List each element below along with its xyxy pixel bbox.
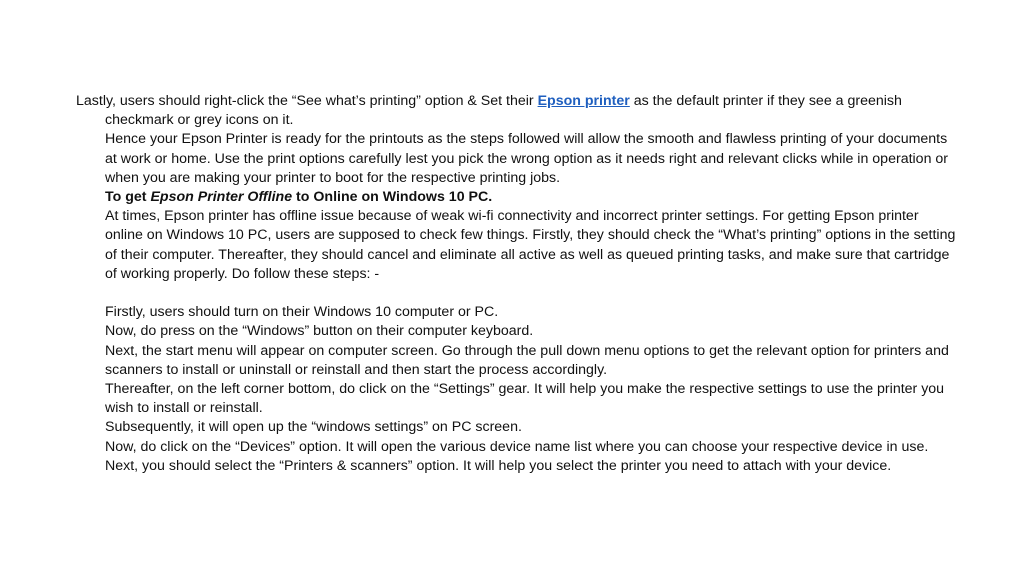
- intro-paragraph: [76, 92, 956, 130]
- step-item: Next, you should select the “Printers & scanners” option. It will help you select the printer you need to attach with your device.: [105, 457, 892, 474]
- step-item: Thereafter, on the left corner bottom, do click on the “Settings” gear. It will help you make the respective settings to use the printer you wish to install or reinstall.: [105, 381, 945, 417]
- heading-emphasis: Epson Printer Offline: [150, 189, 293, 206]
- step-item: Next, the start menu will appear on computer screen. Go through the pull down menu options to get the relevant option for printers and scanners to install or uninstall or reinstall and then start the process accordingly.: [105, 342, 949, 378]
- section-heading: [76, 188, 956, 207]
- intro-text-after: as the default printer if they see a greenish checkmark or grey icons on it.: [105, 93, 902, 129]
- offline-paragraph: At times, Epson printer has offline issue because of weak wi-fi connectivity and incorrect printer settings. For getting Epson printer online on Windows 10 PC, users are supposed to check few things. Firstly, they should check the “What’s printing” options in the setting of their computer. Thereafter, they should cancel and eliminate all active as well as queued printing tasks, and make sure that cartridge of working properly. Do follow these steps: -: [105, 208, 956, 282]
- ready-paragraph: Hence your Epson Printer is ready for the printouts as the steps followed will allow the smooth and flawless printing of your documents at work or home. Use the print options carefully lest you pick the wrong option as it needs right and relevant clicks while in operation or when you are making your printer to boot for the respective printing jobs.: [105, 131, 949, 186]
- step-item: Subsequently, it will open up the “windows settings” on PC screen.: [105, 419, 522, 436]
- heading-prefix: To get: [105, 189, 151, 206]
- epson-printer-link[interactable]: Epson printer: [537, 93, 630, 109]
- intro-text-before: Lastly, users should right-click the “See what’s printing” option & Set their: [76, 93, 538, 109]
- step-item: Now, do click on the “Devices” option. It will open the various device name list where you can choose your respective device in use.: [105, 438, 929, 455]
- step-item: Firstly, users should turn on their Windows 10 computer or PC.: [105, 304, 499, 321]
- document-body: [76, 92, 956, 476]
- paragraph-spacer: [76, 284, 956, 303]
- step-item: Now, do press on the “Windows” button on their computer keyboard.: [105, 323, 534, 340]
- heading-suffix: to Online on Windows 10 PC.: [292, 189, 493, 206]
